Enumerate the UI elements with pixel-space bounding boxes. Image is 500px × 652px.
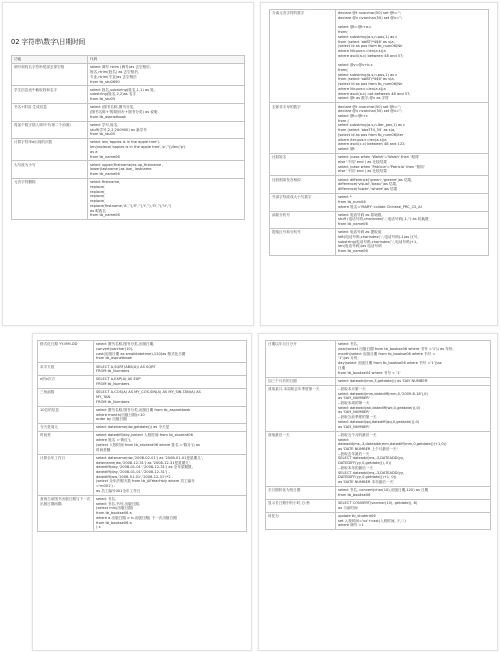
table-row [270,193,489,211]
function-cell: 三角函数 [38,389,94,407]
document-page-string-functions [2,2,254,326]
table-row [266,385,491,431]
function-cell: 比较相似发音相似 [270,176,336,194]
code-cell: select dateadd(mm,3,getdate()) as 'DAY NUMBER' [336,377,491,385]
table-row [12,86,245,104]
code-cell: --获取当个月的最后一天 select dateadd(ms,-3,dateadd(mm,datediff(mm,0,getdate())+1,0)) as 'DATE NUMBER 上个月最后一天' --获取去年最后一天 SELECT dateadd(ms,-3,DATEADD(yy, DATEDIFF(yy,0,getdate()), 0)) --获取本年的最后一天 SELECT dateadd(ms,-3,DATEADD(yy, DATEDIFF(yy,0,getdate())+1, 0)) as 'DATE NUMBER 本年最后一天' [336,431,491,486]
function-cell: 书名+附录 生成信息 [12,104,88,122]
function-cell: 长日期转化为短日期 [266,487,336,500]
function-cell: 获取某月,本周和去年季度第一天 [266,385,336,431]
table-row [266,487,491,500]
function-cell: 外部字符改成大小写数字 [270,193,336,211]
sql-function-table [11,55,245,220]
code-cell: select 图书名称,图书分类,出版日期 from tb_aspnetbook where month(出版日期)=10 order by 出版日期 [94,406,247,424]
code-cell: SELECT A,SQRT(ABS(A)) AS SQRT FROM tb_Numbers [94,363,247,376]
code-cell: select 电话号码 as 提取前, left(电话号码,charindex('-',电话号码)-1)as 区号, substring(电话号码,charindex('-',电话号码)+1, len(电话号码))as 电话号码 from tb_name06 [336,229,489,256]
code-cell: declare @t nvarchar(50) set @t=''; declare @v nvarchar(50) set @v=''; select @t=@t+a.c from( select substring(a.s,n.pos,1) as c from (select 'abBT/*4$6' as s)a, (select id as pos from tb_num06)Nir where Nir.pos<=len(a.s))a where ascii(a.c) between 48 and 57; select @v=@v+b.c from( select substring(a.s,n.pos,1) as c from (select 'abBT/*4$6' as s)a, (select id as pos from tb_num06)Nir where Nir.pos<=len(a.s))a where ascii(a.c) not between 48 and 57; select @t as 数字,@v as 字符 [336,10,489,103]
function-cell: e的x次方 [38,376,94,389]
code-cell: update tb_student06 set 入校时间='xx'+cast(入校时间, '/','-') where 调号 =1 [336,512,491,530]
table-row [266,431,491,486]
table-row [38,424,247,432]
table-row [266,512,491,530]
column-header-code: 代码 [88,56,245,64]
table-row [270,176,489,194]
table-row [38,389,247,407]
function-cell: 去除非字母的数字 [270,103,336,154]
table-row [12,139,245,161]
code-cell: select firstname, replace( replace( replace( replace( replace(firstname,'A',''),'E',''),'I',''),'O',''),'U','') as 昵改名 from tb_name06 [88,179,245,220]
code-cell: --获取本月第一天 select dateadd(mm,datediff(mm,0,'2009-8-18'),0) as 'DAY_NUMBER' --获取本周的第一天 select dateadd(wk,datediff(wk,0,getdate()),0) as 'DAY_NUMBER' --获取当前季度的第一天 select dateadd(qq,datediff(qq,0,getdate()),0) as 'DAY_NUMBER' [336,385,491,431]
code-cell: SELECT A,COS(A) AS MY_COS,SIN(A) AS MY_SIN,TAN(A) AS MY_TAN FROM tb_Numbers [94,389,247,407]
function-cell: 将某个数字插入调号中(第二个前面) [12,121,88,139]
table-row [270,10,489,103]
table-row [38,495,247,532]
function-cell: 获取最后一天 [266,431,336,486]
code-cell: select 书名, convert(char(10),出版日期,120) as 日期 from tb_bookse06 [336,487,491,500]
code-cell: select difference('green','greene')as 结果, difference('visual','basic')as 结果, difference('lower','where')as 结果 [336,176,489,194]
document-page-date-time-functions [258,333,498,651]
code-cell: select 书名, select 书名,书号,出版日期, (select min(出版日期) from tb_bookse06 a where a.出版日期 > b.出版日期) 下一次出版日期 from tb_bookse06 a ) x [94,495,247,532]
table-row [266,499,491,512]
table-row [266,341,491,378]
table-row [38,454,247,495]
code-cell: select (case when 'Walsh'='Walsh' then '相同' else '不同' end ) as 比较结果 select (case when 'Patricia'='Patricia' then '相同' else '不同' end ) as 比较结果 [336,154,489,176]
code-cell: SELECT CONVERT(varchar(10), getdate(), 8) as 当前时间 [336,499,491,512]
function-cell: 日期以年月日分开 [266,341,336,378]
function-cell: 比较姓名 [270,154,336,176]
function-cell: 添除分机号 [270,211,336,229]
function-cell: 提取区号和分机号 [270,229,336,256]
code-cell: select 电话号码 as 原始数, stuff (电话号码,charindex('-',电话号码),1,'') as 转换数 from tb_name06 [336,211,489,229]
function-cell: 查询当前图书出版日期与下一次出版日期间隔 [38,495,94,532]
function-cell: 调号和姓名字符串尾部去掉空格 [12,64,88,86]
table-row [12,121,245,139]
table-row [12,179,245,220]
code-cell: select 图书名称,图书分类,出版日期, convert(varchar(10), cast(出版日期 as smalldatetime),120)as 格式化日期 from tb_aspnetbook [94,341,247,363]
function-cell: 加三个月后的日期 [266,377,336,385]
function-cell: 转化为 [266,512,336,530]
sql-function-table [265,340,491,530]
code-cell: select 书名, year(select 出版日期 from tb_bookse06 where 书号 ='1')) as 年份, month(select 出版日期 from tb_bookse06 where 书号 = '1'))as 月份, day(select 出版日期 from tb_bookse06 where 书号 ='1'))as 日期 from tb_bookse04 where 书号 = '1' [336,341,491,378]
code-cell: declare @t nvarchar(50) set @t=''; declare @v nvarchar(50) set @v=''; select @t=@t+c from ( select substring(a.s,n.iter_pos,1) as c from (select 'abaTF4_55' as s)a, (select id as pos from tb_num06)iter where iter.pos<=len(a.s))a where ascii(c.c) between 48 and 122; select @t [336,103,489,154]
code-cell: select datediff(day,(select 入校时间 from tb_student06 where 姓名 ='黄红'), (select 入校时间 from tb_student06 where 姓名 ='陈月')) as 时间差额 [94,432,247,454]
code-cell: select 姓名,substring(姓名,1,1) as 姓, substring(姓名,2,2)as 名字 from tb_stu05 [88,86,245,104]
table-row [270,229,489,256]
code-cell: select * from tb_num06 where 姓名='MARY' collate Chinese_PRC_CS_AI [336,193,489,211]
table-row [38,363,247,376]
code-cell: select upper(firstname)as up_firstname , lower(lastname )as low_ lastname from tb_name06 [88,161,245,179]
sql-function-table [269,9,489,256]
function-cell: 学生信息表中截取姓和名字 [12,86,88,104]
function-cell: 今天是周几 [38,424,94,432]
function-cell: 时间差 [38,432,94,454]
table-row [12,104,245,122]
code-cell: select datename(dw,getdate()) as 今天是 [94,424,247,432]
function-cell: 大写改为小写 [12,161,88,179]
function-cell: 分离元音字符的数字 [270,10,336,103]
table-row [38,406,247,424]
table-row [38,432,247,454]
table-row [270,103,489,154]
code-cell: select 调号 rtrim (调号)as 去空格后, 姓名,rtrim(姓名) as 去空格后, 专业,rtrim(专业)as 去空格后 from tb_stu0690 [88,64,245,86]
function-cell: 显示长日期中的小时,分,秒 [266,499,336,512]
code-cell: select 学号,姓名, stuff(学号,2,2,200900) as 新学号 from tb_stu05 [88,121,245,139]
table-row [38,341,247,363]
table-row [270,211,489,229]
table-row [266,377,491,385]
function-cell: 求平方根 [38,363,94,376]
table-row [270,154,489,176]
function-cell: 格式化日期 YY-MM-DD [38,341,94,363]
table-row [38,376,247,389]
sql-function-table [37,340,247,532]
column-header-function: 功能 [12,56,88,64]
table-header-row [12,56,245,64]
function-cell: 计算字符串a出现的次数 [12,139,88,161]
code-cell: select (图书名称,图书分类, (图书名称+'的简别为'+图书分类) as 说明 from tb_aspnetbook [88,104,245,122]
function-cell: 10位的信息 [38,406,94,424]
document-page-math-date-functions [32,333,252,651]
code-cell: select len('apples is in the apple tree')- len(replace('apples is in the apple tree','p',''))/len('p') as a from tb_name06 [88,139,245,161]
document-page-string-parsing [260,2,498,326]
code-cell: select datename(dw,'2008-02-01') as '2008-01-01是星期几', datename(dw,'2008-12-31') as '2008-12-31是星期几', datediff(day,'2008-01-01','2008-12-31') as 全年星期数, datediff(day,'2008-01-01','2008-12-31') - datediff(ww,'2008-01-01','2008-12-31')*2 - (select 全年法假天数 from tb_AllYearHoly where 员工编号 ='m001') - as 员工编号001全年工作日 [94,454,247,495]
table-row [12,161,245,179]
page-title: 02 字符串\数字\日期时间 [11,38,86,46]
table-row [12,64,245,86]
code-cell: SELECT A,EXP(A) AS EXP FROM tb_Numbers [94,376,247,389]
function-cell: 计算全年工作日 [38,454,94,495]
function-cell: 元音字符删除 [12,179,88,220]
